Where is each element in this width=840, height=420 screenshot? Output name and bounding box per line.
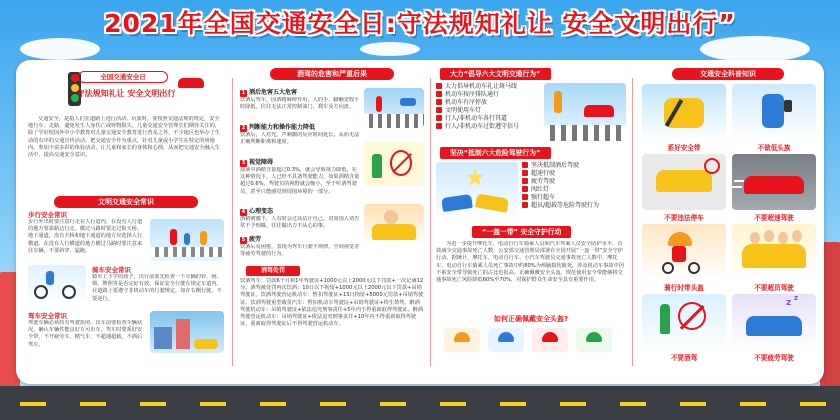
car-icon (178, 78, 204, 88)
column-intro (28, 68, 224, 376)
drunk-item-title: 3 视觉障碍 (241, 159, 274, 166)
content-panel (16, 60, 824, 384)
column-divider (430, 78, 431, 366)
ride-heading: 骑车安全常识 (92, 266, 131, 274)
crossing-illustration (544, 83, 626, 141)
drive-heading: 驾车安全常识 (28, 312, 67, 320)
intro-text: 交通安全，是指人们在道路上进行活动、玩耍时，要按照交通法规的规定，安全地行车、走路，避免发生人身伤亡或财物损失。儿童交通安全管理长们期待关注的，除了学好校园外中小学教育对儿童交通安全教育进行普及之外，不少地区也举办了生动的有序的交通宣传活动。把交通安全作为重点，针对儿童或小学生在特定的场地内，参加丰富多彩的体验活动，让儿童和家长的身体和心理，从而把交通安全融入生活中，提高交通安全意识。 (28, 116, 220, 159)
fatigue-illustration: z z (732, 294, 816, 350)
slogan: 守法规知礼让 安全文明出行 (76, 89, 176, 98)
helmet-action-heading: “一盔一带” 安全守护行动 (472, 226, 571, 238)
civilized-heading: 大力“倡导六大文明交通行为” (440, 68, 551, 80)
helmet-question: 如何正确佩戴安全头盔? (493, 315, 569, 323)
drinking-illustration (364, 142, 424, 186)
tip-caption: 不要超速驾驶 (754, 214, 794, 222)
tip-caption: 骑行时带头盔 (664, 284, 704, 292)
tip-caption: 系好安全带 (667, 144, 701, 152)
civilized-list: 大力倡导机动车礼让斑马线 机动车按序排队通行 机动车有序停放 文明使用车灯 行人/非机动车各行其道 行人/非机动车过街遵守信号 (436, 83, 540, 132)
danger-heading: 坚决“抵制六大危险驾驶行为” (440, 147, 551, 159)
knowledge-heading: 交通安全科普知识 (672, 68, 784, 80)
accident-illustration (436, 162, 518, 220)
drunk-item-text: 血液中酒精含量超过0.3%，就会导致视力降低，在这种情况下，人已经不具备驾驶能力。如果酒精含量超过0.6%，驾驶员的视野就会缩小，至于听酒驾驶员，甚至只能感觉到周围环境的一部分。 (240, 167, 360, 195)
drunk-item-title: 4 心理变态 (241, 208, 274, 215)
helmet-illustration (642, 224, 726, 280)
helmet-steps-illustration (436, 326, 626, 354)
drunk-heading: 酒驾的危害和严重后果 (270, 68, 394, 80)
drunk-item-text: 饮酒后易困倦，表现为驾车行驶不规律，空间视觉差等疲劳驾驶的行为。 (240, 244, 360, 258)
no-drink-illustration (642, 294, 726, 350)
tip-caption: 不做低头族 (757, 144, 791, 152)
phone-illustration (732, 84, 816, 140)
cloud (360, 42, 420, 56)
drunk-item-title: 2 判断能力和操作能力降低 (241, 124, 316, 131)
ride-text: 骑车上下学的孩子，出行前要先检查一下车辆的铃、闸、锁、牌照等是否完好有效，保证安全行驶在规定车道内。在道路上要遵守非机动车的行驶规定，如在右侧行驶，不要逆行。 (92, 274, 222, 302)
crosswalk-illustration (364, 88, 424, 128)
illegal-parking-illustration (642, 154, 726, 210)
column-civilized (436, 68, 626, 376)
speeding-illustration (732, 154, 816, 210)
walk-text: 步行外出时要注意行走在人行道内，在没有人行道的地方要靠路边行走。横过马路时要走过街天桥、地下通道，没有天桥和地下通道的地方应选择人行横道。在没有人行横道的地方横过马路时要注意来往车辆，不要斜穿、猛跑。 (28, 219, 143, 254)
penalty-heading: 酒驾处罚 (246, 266, 300, 276)
drunk-item-title: 1 酒后危害五大危害 (241, 89, 298, 96)
drunk-item-text: 饮酒后驾车，因酒精麻痹作用，人的手、脚触觉较平时降低，往往无法正常控制油门、刹车及方向盘。 (240, 97, 360, 111)
penalty-text: 饮酒驾车：罚款6个月和1年驾驶证+1000元以上2000元以下罚款+一次记满12分。酒驾被处罚再次饮酒：10日以下拘留+1000元以上2000元以下罚款+吊销驾驶证。饮酒驾驶营运机动车：暂扣驾驶证+15日拘留+5000元罚款+吊销驾驶证。饮酒驾驶重型载货汽车：暂扣机动车驾驶证+吊销驾驶证+终生禁驾。醉酒驾驶机动车：吊销驾驶证+依法追究刑事责任+5年内不得重新取得驾驶证。醉酒驾驶营运机动车：吊销驾驶证+依法追究刑事责任+10年内不得重新取得驾驶证，重新取得驾驶证后不得驾驶营运机动车。 (240, 278, 424, 328)
drunk-item-text: 酒精刺激下，人有时会过高估计自己，对周围人劝告常不予理睬，往往做出力不从心的事。 (240, 216, 360, 230)
tip-caption: 不要酒驾 (670, 354, 698, 362)
tip-caption: 不要违法停车 (664, 214, 704, 222)
drunk-item-title: 5 疲劳 (241, 236, 262, 243)
column-divider (632, 78, 633, 366)
helmet-action-text: 为进一步提升摩托车、电动自行车骑乘人员和汽车驾乘人员安全防护水平，有效减少交通事故死亡人数，公安部交通管理局部署在全国开展“一盔一带”安全守护行动。据统计，摩托车、电动自行车、小汽车驾驶员交通事故死亡人数中，摩托车、电动自行车骑乘人员死亡事故中约80%为颅脑损伤致死，涉及机动车事故中因不系安全带导致死亡的占比也很高。正确佩戴安全头盔、规范使用安全带能够将交通事故死亡风险降低60%至70%，对保护群众生命安全具有重要作用。 (436, 241, 624, 284)
cloud (20, 38, 100, 60)
safety-heading: 文明交通安全常识 (54, 196, 198, 208)
bicycle-illustration (28, 265, 86, 305)
walk-illustration (150, 219, 224, 261)
day-badge: 全国交通安全日 (78, 71, 168, 83)
tip-caption: 不要超员驾驶 (754, 284, 794, 292)
road (0, 386, 840, 420)
driving-illustration (150, 311, 224, 353)
danger-list: 坚决抵制酒后驾驶 超速行驶 疲劳驾驶 闯红灯 强行超车 超员/超载等危险驾驶行为 (522, 162, 626, 211)
column-knowledge (638, 68, 818, 376)
column-divider (232, 78, 233, 366)
drive-text: 驾驶车辆必须持有驾驶执照，出车前要检查车辆状况，确认车辆性能良好方可出车。驾车时要系好安全带，不开疲劳车、赌气车，不超速超载，不酒后驾车。 (28, 320, 143, 348)
overload-illustration (732, 224, 816, 280)
seatbelt-illustration (642, 84, 726, 140)
drunk-driver-illustration (364, 204, 424, 246)
walk-heading: 步行安全常识 (28, 211, 67, 219)
drunk-item-text: 饮酒后，人对光、声刺激的反应时间延长，从而无法正确判断距离和速度。 (240, 132, 360, 146)
tip-caption: 不要疲劳驾驶 (754, 354, 794, 362)
column-drunk-driving (240, 68, 424, 376)
page-title: 2021年全国交通安全日:守法规知礼让 安全文明出行” (104, 9, 736, 38)
